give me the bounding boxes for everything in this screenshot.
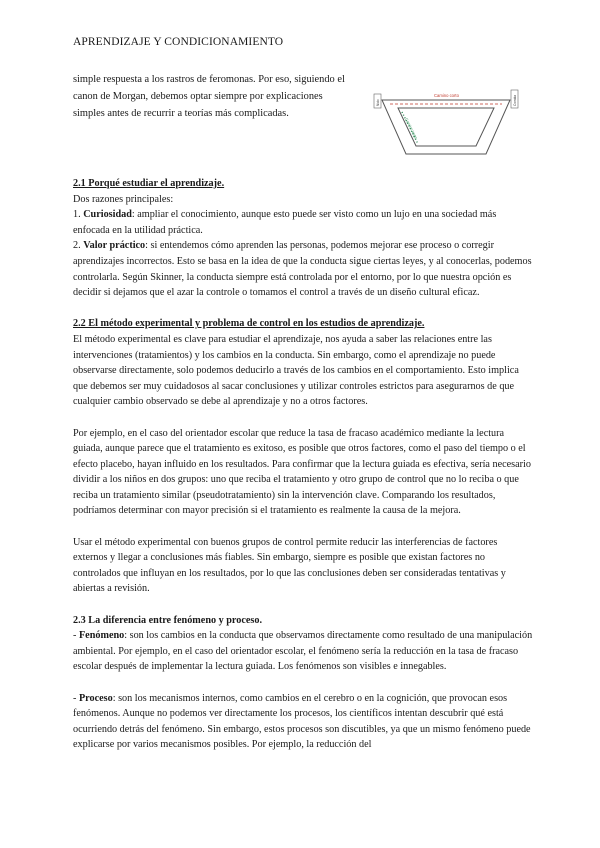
- list-text: : son los cambios en la conducta que observamos directamente como resultado de una manipulación ambiental. Por ejemplo, en el caso del orientador escolar, el fenómeno sería la reducción en la tasa de fracaso escolar después de implementar la lectura guiada. Los fenómenos son visibles e innegables.: [73, 630, 533, 673]
- section-heading: 2.3 La diferencia entre fenómeno y proceso.: [73, 614, 263, 626]
- short-path-label: Camino corto: [434, 93, 459, 98]
- section-heading: 2.1 Porqué estudiar el aprendizaje.: [73, 178, 225, 189]
- running-header: APRENDIZAJE Y CONDICIONAMIENTO: [73, 36, 284, 48]
- list-term: Curiosidad: [83, 209, 132, 221]
- paragraph: Por ejemplo, en el caso del orientador escolar que reduce la tasa de fracaso académico mediante la lectura guiada, aunque parece que el tratamiento es exitoso, es posible que otros factores, como el paso del tiempo o el efecto placebo, hayan influido en los resultados. Para confirmar que la lectura guiada es efectiva, sería necesario dividir a los niños en dos grupos: uno que reciba el tratamiento y otro grupo de control que no lo reciba o que reciba un tratamiento similar (pseudotratamiento) sin la intervención clave. Comparando los resultados, podríamos determinar con mayor precisión si el tratamiento es realmente la causa de la mejora.: [73, 427, 531, 517]
- list-item: [73, 207, 533, 238]
- list-text: : ampliar el conocimiento, aunque esto puede ser visto como un lujo en una sociedad más enfocada en la utilidad práctica.: [73, 209, 497, 236]
- paragraph: Dos razones principales:: [73, 193, 174, 205]
- list-dash: -: [73, 692, 79, 704]
- list-number: 1.: [73, 209, 84, 221]
- document-body: [73, 176, 533, 753]
- list-term: Proceso: [78, 692, 113, 704]
- spacer: [73, 597, 533, 613]
- food-label: Comida: [513, 95, 517, 106]
- intro-line: canon de Morgan, debemos optar siempre por explicaciones: [73, 91, 323, 102]
- intro-line: simple respuesta a los rastros de feromonas. Por eso, siguiendo el: [73, 74, 345, 85]
- ant-path-figure: [372, 86, 520, 162]
- spacer: [73, 675, 533, 691]
- spacer: [73, 301, 533, 317]
- spacer: [73, 519, 533, 535]
- list-term: Fenómeno: [78, 630, 125, 642]
- list-term: Valor práctico: [83, 240, 146, 252]
- nest-label: Nido: [376, 99, 380, 106]
- list-dash: -: [73, 630, 79, 642]
- list-item: [73, 691, 533, 753]
- list-text: : son los mecanismos internos, como cambios en el cerebro o en la cognición, que provocan esos fenómenos. Aunque no podemos ver directamente los procesos, los científicos intentan descubrir qué está ocurriendo detrás del fenómeno. Sin embargo, estos procesos son discutibles, ya que un mismo fenómeno puede explicarse por varios mecanismos posibles. Por ejemplo, la reducción del: [73, 692, 531, 751]
- section-heading: 2.2 El método experimental y problema de control en los estudios de aprendizaje.: [73, 318, 425, 330]
- long-path-label: Camino largo: [404, 117, 418, 140]
- spacer: [73, 410, 533, 426]
- intro-line: simples antes de recurrir a teorías más complicadas.: [73, 108, 289, 119]
- intro-paragraph: [73, 71, 373, 122]
- list-item: [73, 628, 533, 675]
- list-number: 2.: [73, 240, 84, 252]
- list-item: [73, 238, 533, 300]
- paragraph: El método experimental es clave para estudiar el aprendizaje, nos ayuda a saber las relaciones entre las intervenciones (tratamientos) y los cambios en la conducta. Sin embargo, como el aprendizaje no puede observarse directamente, solo podemos deducirlo a través de los cambios en el comportamiento. Esto implica que debemos ser muy cuidadosos al sacar conclusiones y utilizar controles estrictos para asegurarnos de que cualquier cambio observado se debe al aprendizaje y no a otros factores.: [73, 333, 519, 408]
- list-text: : si entendemos cómo aprenden las personas, podemos mejorar ese proceso o corregir aprendizajes incorrectos. Esto se basa en la idea de que la conducta sigue ciertas leyes, y al conocerlas, podemos controlarla. Según Skinner, la conducta siempre está controlada por el entorno, por lo que nuestra opción es decidir si dejamos que el azar la controle o tomamos el control a través de un diseño cultural eficaz.: [73, 240, 532, 299]
- paragraph: Usar el método experimental con buenos grupos de control permite reducir las interferencias de factores externos y llegar a conclusiones más fiables. Sin embargo, siempre es posible que existan factores no controlados que influyan en los resultados, por lo que las conclusiones deben ser consideradas tentativas y abiertas a revisión.: [73, 536, 506, 595]
